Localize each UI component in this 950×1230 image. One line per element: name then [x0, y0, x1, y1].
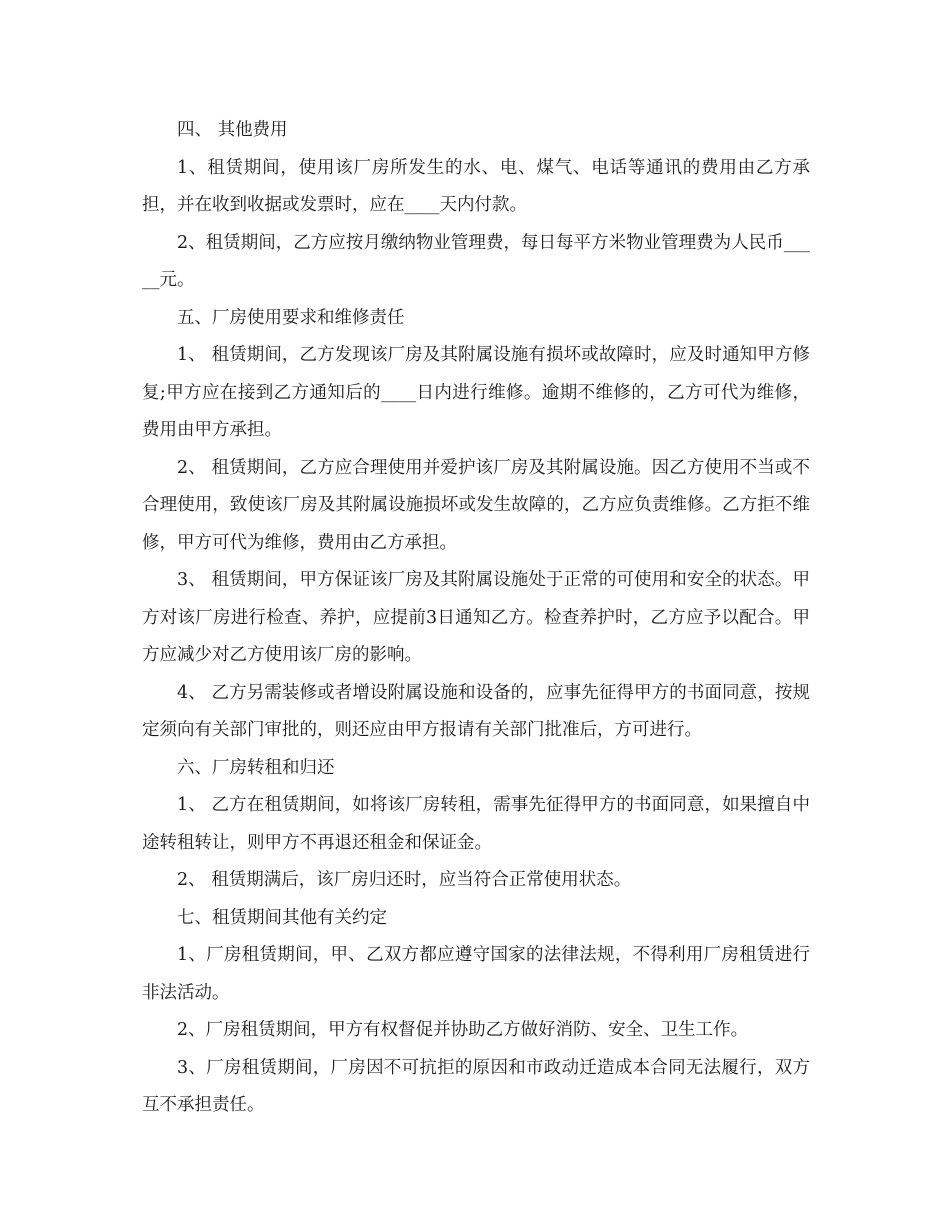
clause-paragraph: 2、 租赁期间，乙方应合理使用并爱护该厂房及其附属设施。因乙方使用不当或不合理使用，致使该厂房及其附属设施损坏或发生故障的，乙方应负责维修。乙方拒不维修，甲方可代为维修，费用由乙方承担。 — [142, 457, 810, 553]
section-heading-sublease-return: 六、厂房转租和归还 — [177, 757, 335, 778]
section-heading-other-agreements: 七、租赁期间其他有关约定 — [177, 907, 387, 928]
clause-paragraph: 1、租赁期间，使用该厂房所发生的水、电、煤气、电话等通讯的费用由乙方承担，并在收到收据或发票时，应在____天内付款。 — [142, 157, 810, 215]
clause-paragraph: 1、厂房租赁期间，甲、乙双方都应遵守国家的法律法规，不得利用厂房租赁进行非法活动。 — [142, 945, 810, 1003]
clause-paragraph: 1、 租赁期间，乙方发现该厂房及其附属设施有损坏或故障时，应及时通知甲方修复;甲方应在接到乙方通知后的____日内进行维修。逾期不维修的，乙方可代为维修，费用由甲方承担。 — [142, 345, 810, 440]
section-heading-other-fees: 四、 其他费用 — [177, 120, 288, 140]
clause-paragraph: 3、 租赁期间，甲方保证该厂房及其附属设施处于正常的可使用和安全的状态。甲方对该厂房进行检查、养护，应提前3日通知乙方。检查养护时，乙方应予以配合。甲方应减少对乙方使用该厂房的影响。 — [142, 570, 810, 665]
clause-paragraph: 3、厂房租赁期间，厂房因不可抗拒的原因和市政动迁造成本合同无法履行，双方互不承担责任。 — [142, 1057, 810, 1115]
section-heading-usage-maintenance: 五、厂房使用要求和维修责任 — [177, 307, 405, 328]
clause-paragraph: 2、 租赁期满后，该厂房归还时，应当符合正常使用状态。 — [177, 870, 632, 890]
clause-paragraph: 2、租赁期间，乙方应按月缴纳物业管理费，每日每平方米物业管理费为人民币_____元。 — [142, 232, 810, 290]
clause-paragraph: 2、厂房租赁期间，甲方有权督促并协助乙方做好消防、安全、卫生工作。 — [177, 1020, 749, 1040]
clause-paragraph: 1、 乙方在租赁期间，如将该厂房转租，需事先征得甲方的书面同意，如果擅自中途转租转让，则甲方不再退还租金和保证金。 — [142, 795, 810, 853]
document-body — [142, 112, 810, 1125]
clause-paragraph: 4、 乙方另需装修或者增设附属设施和设备的，应事先征得甲方的书面同意，按规定须向有关部门审批的，则还应由甲方报请有关部门批准后，方可进行。 — [142, 682, 810, 740]
